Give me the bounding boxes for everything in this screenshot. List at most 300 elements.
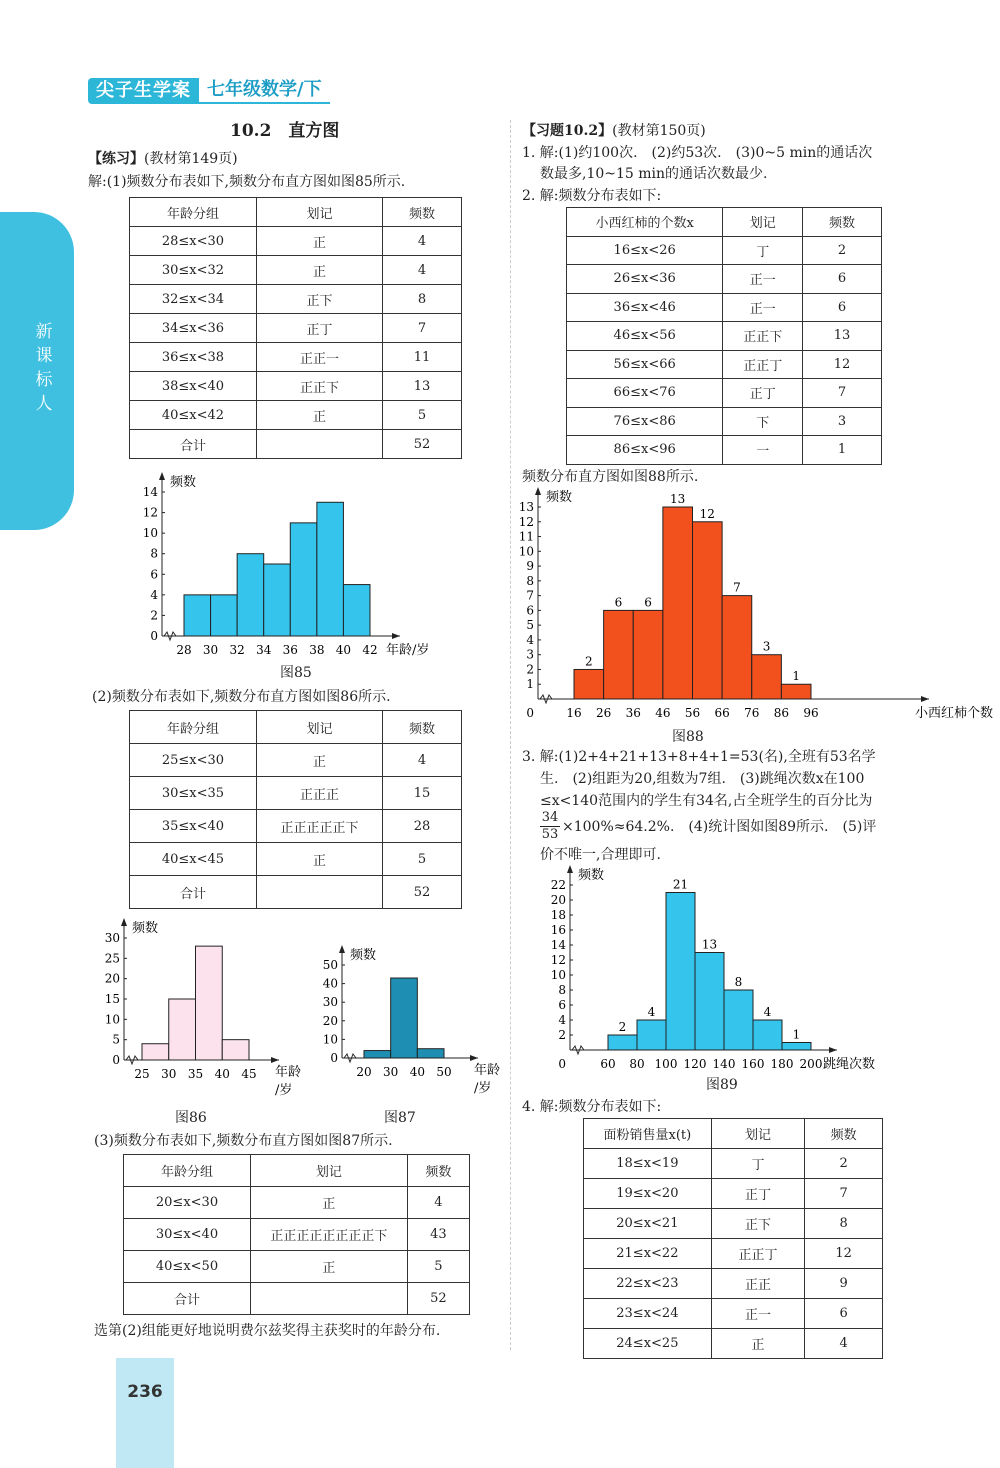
left-exercise-ref: (教材第149页) — [144, 151, 238, 167]
fig85-caption: 图85 — [280, 665, 312, 681]
y-tick-label: 30 — [104, 931, 120, 945]
r-q3-line5: 价不唯一,合理即可. — [540, 847, 661, 863]
table-cell: 36≤x<46 — [567, 293, 723, 322]
table-row — [584, 1299, 883, 1329]
x-tick-label: 34 — [256, 643, 272, 657]
right-exercise-ref: (教材第150页) — [612, 123, 706, 139]
y-tick-label: 2 — [150, 608, 158, 623]
y-tick-label: 14 — [550, 938, 566, 952]
y-tick-label: 25 — [104, 951, 120, 966]
y-tick-label: 12 — [142, 505, 158, 520]
table-cell: 正一 — [723, 265, 803, 294]
table-row — [124, 1283, 470, 1315]
r-q3-fraction — [540, 810, 560, 843]
histogram-bar — [604, 610, 634, 699]
table-cell: 30≤x<35 — [130, 777, 257, 810]
bar-data-label: 21 — [672, 877, 689, 892]
table-row — [130, 430, 462, 459]
y-tick-label: 50 — [322, 958, 338, 972]
table-cell: 丁 — [711, 1149, 804, 1179]
histogram-fig86 — [90, 910, 305, 1105]
x-axis-label: 小西红柿个数 — [915, 706, 994, 721]
table-cell: 6 — [803, 293, 882, 322]
table-cell: 1 — [803, 436, 882, 465]
bar-data-label: 7 — [733, 580, 741, 595]
y-tick-label: 7 — [526, 588, 534, 603]
bar-data-label: 2 — [618, 1020, 627, 1034]
y-tick-label: 12 — [550, 953, 566, 967]
table-header-cell: 频数 — [407, 1155, 469, 1187]
histogram-bar — [608, 1035, 637, 1050]
y-axis-label: 频数 — [132, 921, 159, 936]
histogram-bar — [722, 596, 752, 699]
table-header-cell: 频数 — [383, 711, 462, 744]
y-tick-label: 6 — [526, 603, 534, 618]
table-cell: 合计 — [124, 1283, 251, 1315]
x-tick-label: 28 — [176, 643, 192, 657]
r-q2-intro: 2. 解:频数分布表如下: — [522, 188, 662, 204]
x-tick-label: 26 — [595, 706, 612, 720]
histogram-bar — [417, 1049, 444, 1058]
x-tick-label: 35 — [187, 1067, 204, 1081]
r-q2-after: 频数分布直方图如图88所示. — [522, 469, 699, 485]
histogram-bar — [184, 595, 211, 636]
table-row — [584, 1209, 883, 1239]
x-axis-label-unit: /岁 — [275, 1083, 293, 1098]
table-cell: 4 — [383, 744, 462, 777]
table-row — [130, 256, 462, 285]
table-cell: 12 — [803, 350, 882, 379]
table-row — [584, 1329, 883, 1359]
table-cell: 76≤x<86 — [567, 407, 723, 436]
table-row — [567, 293, 882, 322]
table-row — [130, 777, 462, 810]
left-exercise-label: 【练习】 — [88, 151, 144, 167]
y-axis-label: 频数 — [578, 868, 605, 883]
r-q1-line2: 数最多,10~15 min的通话次数最少. — [540, 166, 768, 182]
y-axis-label: 频数 — [170, 475, 197, 490]
table-cell — [250, 1283, 407, 1315]
table-cell — [256, 430, 382, 459]
histogram-bar — [364, 1051, 391, 1058]
table-cell: 合计 — [130, 430, 257, 459]
histogram-bar — [663, 507, 693, 699]
histogram-bar — [574, 669, 604, 699]
right-exercise-heading — [522, 120, 706, 142]
table-row — [584, 1149, 883, 1179]
x-tick-label: 96 — [803, 706, 819, 720]
x-tick-label: 25 — [134, 1067, 150, 1081]
histogram-fig88 — [518, 486, 994, 728]
y-tick-label: 2 — [526, 662, 534, 677]
table-header-cell: 小西红柿的个数x — [567, 208, 723, 237]
frequency-table-1 — [129, 197, 462, 459]
table-cell: 38≤x<40 — [130, 372, 257, 401]
bar-data-label: 6 — [614, 595, 623, 610]
r-q3-line2: 生. (2)组距为20,组数为7组. (3)跳绳次数x在100 — [540, 771, 865, 787]
histogram-bar — [290, 523, 317, 636]
table-cell: 19≤x<20 — [584, 1179, 712, 1209]
section-title: 10.2 直方图 — [230, 121, 340, 141]
table-cell: 28 — [383, 810, 462, 843]
y-tick-label: 20 — [322, 1013, 338, 1028]
table-row — [130, 401, 462, 430]
table-cell: 16≤x<26 — [567, 236, 723, 265]
fig87-caption: 图87 — [384, 1110, 416, 1126]
histogram-bar — [317, 502, 344, 636]
table-cell: 43 — [407, 1219, 469, 1251]
table-row — [130, 876, 462, 909]
table-header-cell: 年龄分组 — [124, 1155, 251, 1187]
table-cell: 18≤x<19 — [584, 1149, 712, 1179]
y-tick-label: 15 — [104, 992, 120, 1006]
y-tick-label: 10 — [142, 526, 158, 541]
y-tick-label: 6 — [150, 567, 158, 582]
table-header-cell: 划记 — [711, 1119, 804, 1149]
y-tick-label: 0 — [112, 1053, 120, 1067]
table-row — [130, 810, 462, 843]
x-tick-label: 36 — [282, 643, 298, 657]
table-cell: 正下 — [711, 1209, 804, 1239]
table-header-cell: 频数 — [805, 1119, 883, 1149]
table-cell: 丁 — [723, 236, 803, 265]
y-tick-label: 16 — [550, 923, 566, 937]
q1-intro: 解:(1)频数分布表如下,频数分布直方图如图85所示. — [88, 174, 406, 190]
table-cell: 86≤x<96 — [567, 436, 723, 465]
table-row — [567, 436, 882, 465]
table-cell: 正下 — [256, 285, 382, 314]
y-axis-label: 频数 — [546, 490, 573, 505]
bar-data-label: 4 — [647, 1005, 656, 1019]
table-cell: 52 — [383, 876, 462, 909]
histogram-bar — [222, 1040, 249, 1060]
table-cell: 34≤x<36 — [130, 314, 257, 343]
table-cell: 正正正正正正正正下 — [250, 1219, 407, 1251]
histogram-bar — [391, 978, 418, 1058]
r-q3-line1: 3. 解:(1)2+4+21+13+8+4+1=53(名),全班有53名学 — [522, 749, 876, 765]
histogram-bar — [169, 999, 196, 1060]
table-cell: 正丁 — [711, 1179, 804, 1209]
x-tick-label: 200 — [799, 1057, 823, 1071]
bar-data-label: 6 — [644, 595, 652, 610]
table-cell: 正正下 — [723, 322, 803, 351]
table-row — [124, 1251, 470, 1283]
x-axis-arrow — [271, 1057, 279, 1063]
x-axis-label: 跳绳次数 — [823, 1057, 876, 1072]
x-tick-label: 38 — [309, 643, 325, 657]
y-axis-arrow — [159, 472, 165, 480]
x-tick-label: 120 — [683, 1057, 707, 1071]
table-cell: 4 — [383, 227, 462, 256]
y-axis-label: 频数 — [350, 948, 377, 963]
histogram-bar — [782, 1043, 811, 1051]
table-cell: 7 — [805, 1179, 883, 1209]
table-header-cell: 划记 — [723, 208, 803, 237]
table-cell: 7 — [803, 379, 882, 408]
bar-data-label: 13 — [701, 937, 718, 952]
table-row — [584, 1269, 883, 1299]
y-tick-label: 6 — [558, 998, 566, 1012]
table-cell: 21≤x<22 — [584, 1239, 712, 1269]
bar-data-label: 12 — [699, 506, 715, 521]
x-tick-label: 76 — [744, 706, 760, 720]
table-cell: 正丁 — [723, 379, 803, 408]
table-cell: 6 — [805, 1299, 883, 1329]
histogram-bar — [637, 1020, 666, 1050]
histogram-bar — [264, 564, 291, 636]
histogram-bar — [693, 522, 723, 699]
table-cell: 5 — [407, 1251, 469, 1283]
table-cell: 7 — [383, 314, 462, 343]
table-cell — [256, 876, 382, 909]
y-tick-label: 10 — [550, 968, 566, 982]
histogram-bar — [237, 554, 264, 636]
table-cell: 正正 — [711, 1269, 804, 1299]
table-cell: 正丁 — [256, 314, 382, 343]
x-tick-label: 16 — [566, 706, 582, 720]
table-cell: 13 — [803, 322, 882, 351]
y-tick-label: 3 — [526, 647, 534, 662]
x-axis-arrow — [470, 1055, 478, 1061]
table-header-cell: 划记 — [256, 711, 382, 744]
table-cell: 正 — [256, 256, 382, 285]
table-cell: 23≤x<24 — [584, 1299, 712, 1329]
table-cell: 正一 — [723, 293, 803, 322]
x-tick-label: 20 — [356, 1065, 372, 1079]
bar-data-label: 13 — [670, 492, 686, 506]
y-tick-label: 11 — [518, 529, 534, 544]
y-tick-label: 4 — [526, 632, 534, 647]
y-tick-label: 2 — [558, 1028, 566, 1042]
y-axis-arrow — [535, 487, 541, 495]
x-tick-label: 36 — [625, 706, 641, 720]
y-tick-label: 10 — [322, 1032, 338, 1047]
histogram-fig87 — [310, 920, 510, 1105]
y-tick-label: 8 — [150, 546, 158, 561]
table-row — [567, 322, 882, 351]
x-axis-label: 年龄 — [275, 1065, 302, 1080]
table-cell: 25≤x<30 — [130, 744, 257, 777]
x-tick-label: 40 — [335, 643, 352, 657]
table-header-cell: 频数 — [803, 208, 882, 237]
y-tick-label: 12 — [518, 514, 534, 529]
table-cell: 正正一 — [256, 343, 382, 372]
r-q4-intro: 4. 解:频数分布表如下: — [522, 1099, 662, 1115]
fig86-caption: 图86 — [175, 1110, 207, 1126]
table-row — [130, 843, 462, 876]
table-row — [567, 265, 882, 294]
table-cell: 3 — [803, 407, 882, 436]
right-exercise-label: 【习题10.2】 — [522, 123, 613, 139]
frequency-table-4 — [566, 207, 882, 465]
r-q3-line3: ≤x<140范围内的学生有34名,占全班学生的百分比为 — [540, 793, 873, 809]
table-header-row — [124, 1155, 470, 1187]
table-cell: 52 — [383, 430, 462, 459]
y-tick-label: 40 — [322, 976, 338, 991]
table-header-row — [130, 711, 462, 744]
bar-data-label: 1 — [792, 669, 801, 684]
table-cell: 28≤x<30 — [130, 227, 257, 256]
column-divider — [510, 120, 511, 1350]
table-cell: 13 — [383, 372, 462, 401]
bar-data-label: 2 — [584, 654, 593, 669]
x-tick-label: 40 — [409, 1065, 425, 1079]
table-cell: 正 — [250, 1187, 407, 1219]
histogram-fig85 — [130, 470, 460, 665]
table-cell: 20≤x<21 — [584, 1209, 712, 1239]
x-tick-label: 66 — [714, 706, 730, 720]
x-tick-label: 80 — [629, 1057, 645, 1071]
y-tick-label: 9 — [526, 559, 534, 574]
table-row — [124, 1219, 470, 1251]
table-cell: 40≤x<42 — [130, 401, 257, 430]
table-cell: 4 — [383, 256, 462, 285]
table-header-cell: 频数 — [383, 198, 462, 227]
r-q1-line1: 1. 解:(1)约100次. (2)约53次. (3)0~5 min的通话次 — [522, 145, 873, 161]
table-cell: 40≤x<50 — [124, 1251, 251, 1283]
histogram-bar — [211, 595, 238, 636]
y-tick-label: 5 — [526, 618, 534, 633]
y-tick-label: 1 — [526, 677, 534, 692]
x-tick-label: 50 — [436, 1065, 452, 1079]
table-row — [567, 236, 882, 265]
table-cell: 56≤x<66 — [567, 350, 723, 379]
table-header-cell: 年龄分组 — [130, 711, 257, 744]
x-axis-arrow — [921, 696, 929, 702]
x-tick-label: 30 — [383, 1065, 399, 1079]
table-cell: 合计 — [130, 876, 257, 909]
y-tick-label: 4 — [558, 1013, 566, 1027]
conclusion-text: 选第(2)组能更好地说明费尔兹奖得主获奖时的年龄分布. — [94, 1323, 441, 1339]
table-cell: 5 — [383, 401, 462, 430]
table-cell: 4 — [805, 1329, 883, 1359]
table-row — [567, 407, 882, 436]
table-cell: 正一 — [711, 1299, 804, 1329]
left-exercise-heading — [88, 148, 238, 170]
table-cell: 2 — [803, 236, 882, 265]
table-header-row — [130, 198, 462, 227]
table-header-cell: 年龄分组 — [130, 198, 257, 227]
table-row — [130, 227, 462, 256]
x-tick-label: 40 — [214, 1067, 230, 1081]
table-row — [130, 343, 462, 372]
x-tick-label: 30 — [161, 1067, 177, 1081]
table-cell: 正正正正正下 — [256, 810, 382, 843]
y-tick-label: 30 — [322, 995, 338, 1010]
table-cell: 正 — [256, 744, 382, 777]
table-row — [567, 379, 882, 408]
table-cell: 26≤x<36 — [567, 265, 723, 294]
histogram-bar — [724, 990, 753, 1050]
table-cell: 12 — [805, 1239, 883, 1269]
table-row — [130, 744, 462, 777]
histogram-bar — [752, 655, 782, 699]
histogram-bar — [196, 946, 223, 1060]
x-tick-label: 56 — [684, 706, 701, 720]
x-tick-label: 32 — [229, 643, 245, 657]
q3-intro: (3)频数分布表如下,频数分布直方图如图87所示. — [94, 1133, 393, 1149]
table-cell: 11 — [383, 343, 462, 372]
frequency-table-5 — [583, 1118, 883, 1359]
histogram-bar — [781, 684, 811, 699]
table-cell: 8 — [805, 1209, 883, 1239]
histogram-bar — [633, 610, 663, 699]
x-axis-label-unit: /岁 — [474, 1081, 492, 1096]
histogram-bar — [695, 953, 724, 1051]
table-cell: 30≤x<32 — [130, 256, 257, 285]
x-tick-label: 140 — [712, 1057, 736, 1071]
bar-data-label: 8 — [734, 975, 743, 989]
y-tick-label: 0 — [150, 629, 158, 643]
table-row — [130, 314, 462, 343]
table-cell: 30≤x<40 — [124, 1219, 251, 1251]
table-row — [584, 1239, 883, 1269]
table-cell: 35≤x<40 — [130, 810, 257, 843]
table-cell: 20≤x<30 — [124, 1187, 251, 1219]
origin-label: 0 — [526, 706, 534, 720]
y-tick-label: 22 — [550, 878, 566, 892]
fig88-caption: 图88 — [672, 729, 704, 745]
table-cell: 正 — [256, 401, 382, 430]
y-axis-arrow — [121, 918, 127, 926]
table-cell: 6 — [803, 265, 882, 294]
x-tick-label: 30 — [202, 643, 219, 657]
table-cell: 32≤x<34 — [130, 285, 257, 314]
x-tick-label: 45 — [241, 1067, 257, 1081]
table-cell: 正 — [256, 843, 382, 876]
x-tick-label: 60 — [600, 1057, 616, 1071]
table-cell: 正正丁 — [723, 350, 803, 379]
frequency-table-3 — [123, 1154, 470, 1315]
x-axis-arrow — [392, 633, 400, 639]
x-tick-label: 86 — [773, 706, 790, 720]
table-header-cell: 划记 — [256, 198, 382, 227]
table-cell: 40≤x<45 — [130, 843, 257, 876]
table-cell: 9 — [805, 1269, 883, 1299]
y-axis-arrow — [567, 865, 573, 873]
table-row — [130, 372, 462, 401]
table-header-cell: 划记 — [250, 1155, 407, 1187]
y-tick-label: 4 — [150, 587, 158, 602]
table-cell: 5 — [383, 843, 462, 876]
bar-data-label: 4 — [763, 1005, 772, 1019]
r-q3-line4: ×100%≈64.2%. (4)统计图如图89所示. (5)评 — [562, 819, 877, 835]
table-cell: 22≤x<23 — [584, 1269, 712, 1299]
table-cell: 52 — [407, 1283, 469, 1315]
bar-data-label: 3 — [762, 639, 771, 654]
table-cell: 66≤x<76 — [567, 379, 723, 408]
y-tick-label: 8 — [526, 573, 534, 588]
table-cell: 正 — [250, 1251, 407, 1283]
y-tick-label: 18 — [550, 908, 566, 922]
y-tick-label: 5 — [112, 1032, 120, 1047]
table-row — [130, 285, 462, 314]
frequency-table-2 — [129, 710, 462, 909]
table-cell: 正 — [711, 1329, 804, 1359]
x-axis-label: 年龄/岁 — [386, 643, 430, 658]
side-tab-text: 新课标人 — [35, 322, 53, 414]
page-number: 236 — [127, 1382, 163, 1402]
x-axis-arrow — [829, 1047, 837, 1053]
x-tick-label: 46 — [655, 706, 671, 720]
page-number-tab — [116, 1358, 174, 1468]
y-tick-label: 10 — [104, 1012, 120, 1027]
histogram-bar — [666, 893, 695, 1051]
y-tick-label: 10 — [518, 544, 534, 559]
y-tick-label: 20 — [104, 971, 120, 986]
histogram-bar — [343, 585, 370, 636]
origin-label: 0 — [558, 1057, 566, 1071]
